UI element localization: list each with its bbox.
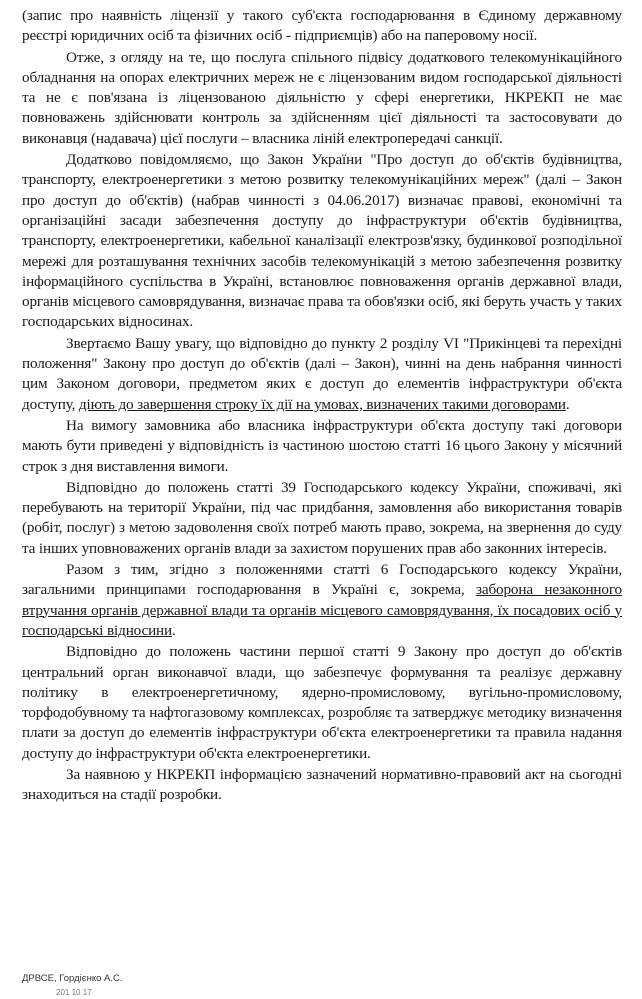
paragraph-1: (запис про наявність ліцензії у такого суб'єкта господарювання в Єдиному державному реєстрі юридичних осіб та фізичних осіб - підприємців) або на паперовому носії. — [22, 7, 622, 45]
letter-body — [22, 6, 622, 807]
paragraph-7 — [22, 560, 622, 641]
paragraph-5: На вимогу замовника або власника інфраструктури об'єкта доступу такі договори мають бути приведені у відповідність із частиною шостою статті 16 цього Закону у місячний строк з дня виставлення вимоги. — [22, 416, 622, 475]
paragraph-7-end: . — [172, 621, 176, 639]
footer-date: 201 10 17 — [56, 988, 92, 997]
paragraph-4 — [22, 334, 622, 415]
paragraph-8: Відповідно до положень частини першої статті 9 Закону про доступ до об'єктів центральний орган виконавчої влади, що забезпечує формування та реалізує державну політику в електроенергетичному, ядерно-промисловому, вугільно-промисловому, торфодобувному та нафтогазовому комплексах, розробляє та затверджує методику визначення плати за доступ до елементів інфраструктури об'єкта електроенергетики та правила надання доступу до інфраструктури об'єкта електроенергетики. — [22, 643, 622, 762]
paragraph-4-underlined: діють до завершення строку їх дії на умовах, визначених такими договорами — [78, 395, 566, 413]
footer-author: ДРВСЕ, Гордієнко А.С. — [22, 973, 123, 984]
paragraph-7-text: Разом з тим, згідно з положеннями статті 6 Господарського кодексу України, загальними принципами господарювання в Україні є, зокрема, — [22, 561, 622, 599]
paragraph-9: За наявною у НКРЕКП інформацією зазначений нормативно-правовий акт на сьогодні знаходиться на стадії розробки. — [22, 765, 622, 804]
paragraph-2: Отже, з огляду на те, що послуга спільного підвісу додаткового телекомунікаційного обладнання на опорах електричних мереж не є ліцензованим видом господарської діяльності та не є пов'язана із ліцензованою діяльністю у сфері енергетики, НКРЕКП не має повноважень здійснювати контроль за здійсненням цієї діяльності та застосовувати до виконавця (надавача) цієї послуги – власника ліній електропередачі санкції. — [22, 48, 622, 147]
paragraph-4-text: Звертаємо Вашу увагу, що відповідно до пункту 2 розділу VI "Прикінцеві та перехідні положення" Закону про доступ до об'єктів (далі – Закон), чинні на день набрання чинності цим Законом договори, предметом яких є доступ до елементів інфраструктури об'єкта доступу, — [22, 334, 622, 413]
paragraph-7-underlined: заборона незаконного втручання органів державної влади та органів місцевого самоврядування, їх посадових осіб у господарські відносини — [22, 581, 622, 639]
paragraph-4-end: . — [565, 395, 570, 413]
paragraph-6: Відповідно до положень статті 39 Господарського кодексу України, споживачі, які перебувають на території України, під час придбання, замовлення або використання товарів (робіт, послуг) з метою задоволення своїх потреб мають право, зокрема, на звернення до суду та інших уповноважених органів влади за захистом порушених прав або законних інтересів. — [22, 478, 622, 557]
paragraph-3: Додатково повідомляємо, що Закон України "Про доступ до об'єктів будівництва, транспорту, електроенергетики з метою розвитку телекомунікаційних мереж" (далі – Закон про доступ до об'єктів) (набрав чинності з 04.06.2017) визначає правові, економічні та організаційні засади забезпечення доступу до інфраструктури об'єктів будівництва, транспорту, електроенергетики, кабельної каналізації електрозв'язку, будинкової розподільної мережі для розташування технічних засобів телекомунікацій з метою забезпечення розвитку інформаційного суспільства в Україні, встановлює повноваження органів державної влади, органів місцевого самоврядування, визначає права та обов'язки осіб, які беруть участь у таких господарських відносинах. — [22, 151, 622, 331]
